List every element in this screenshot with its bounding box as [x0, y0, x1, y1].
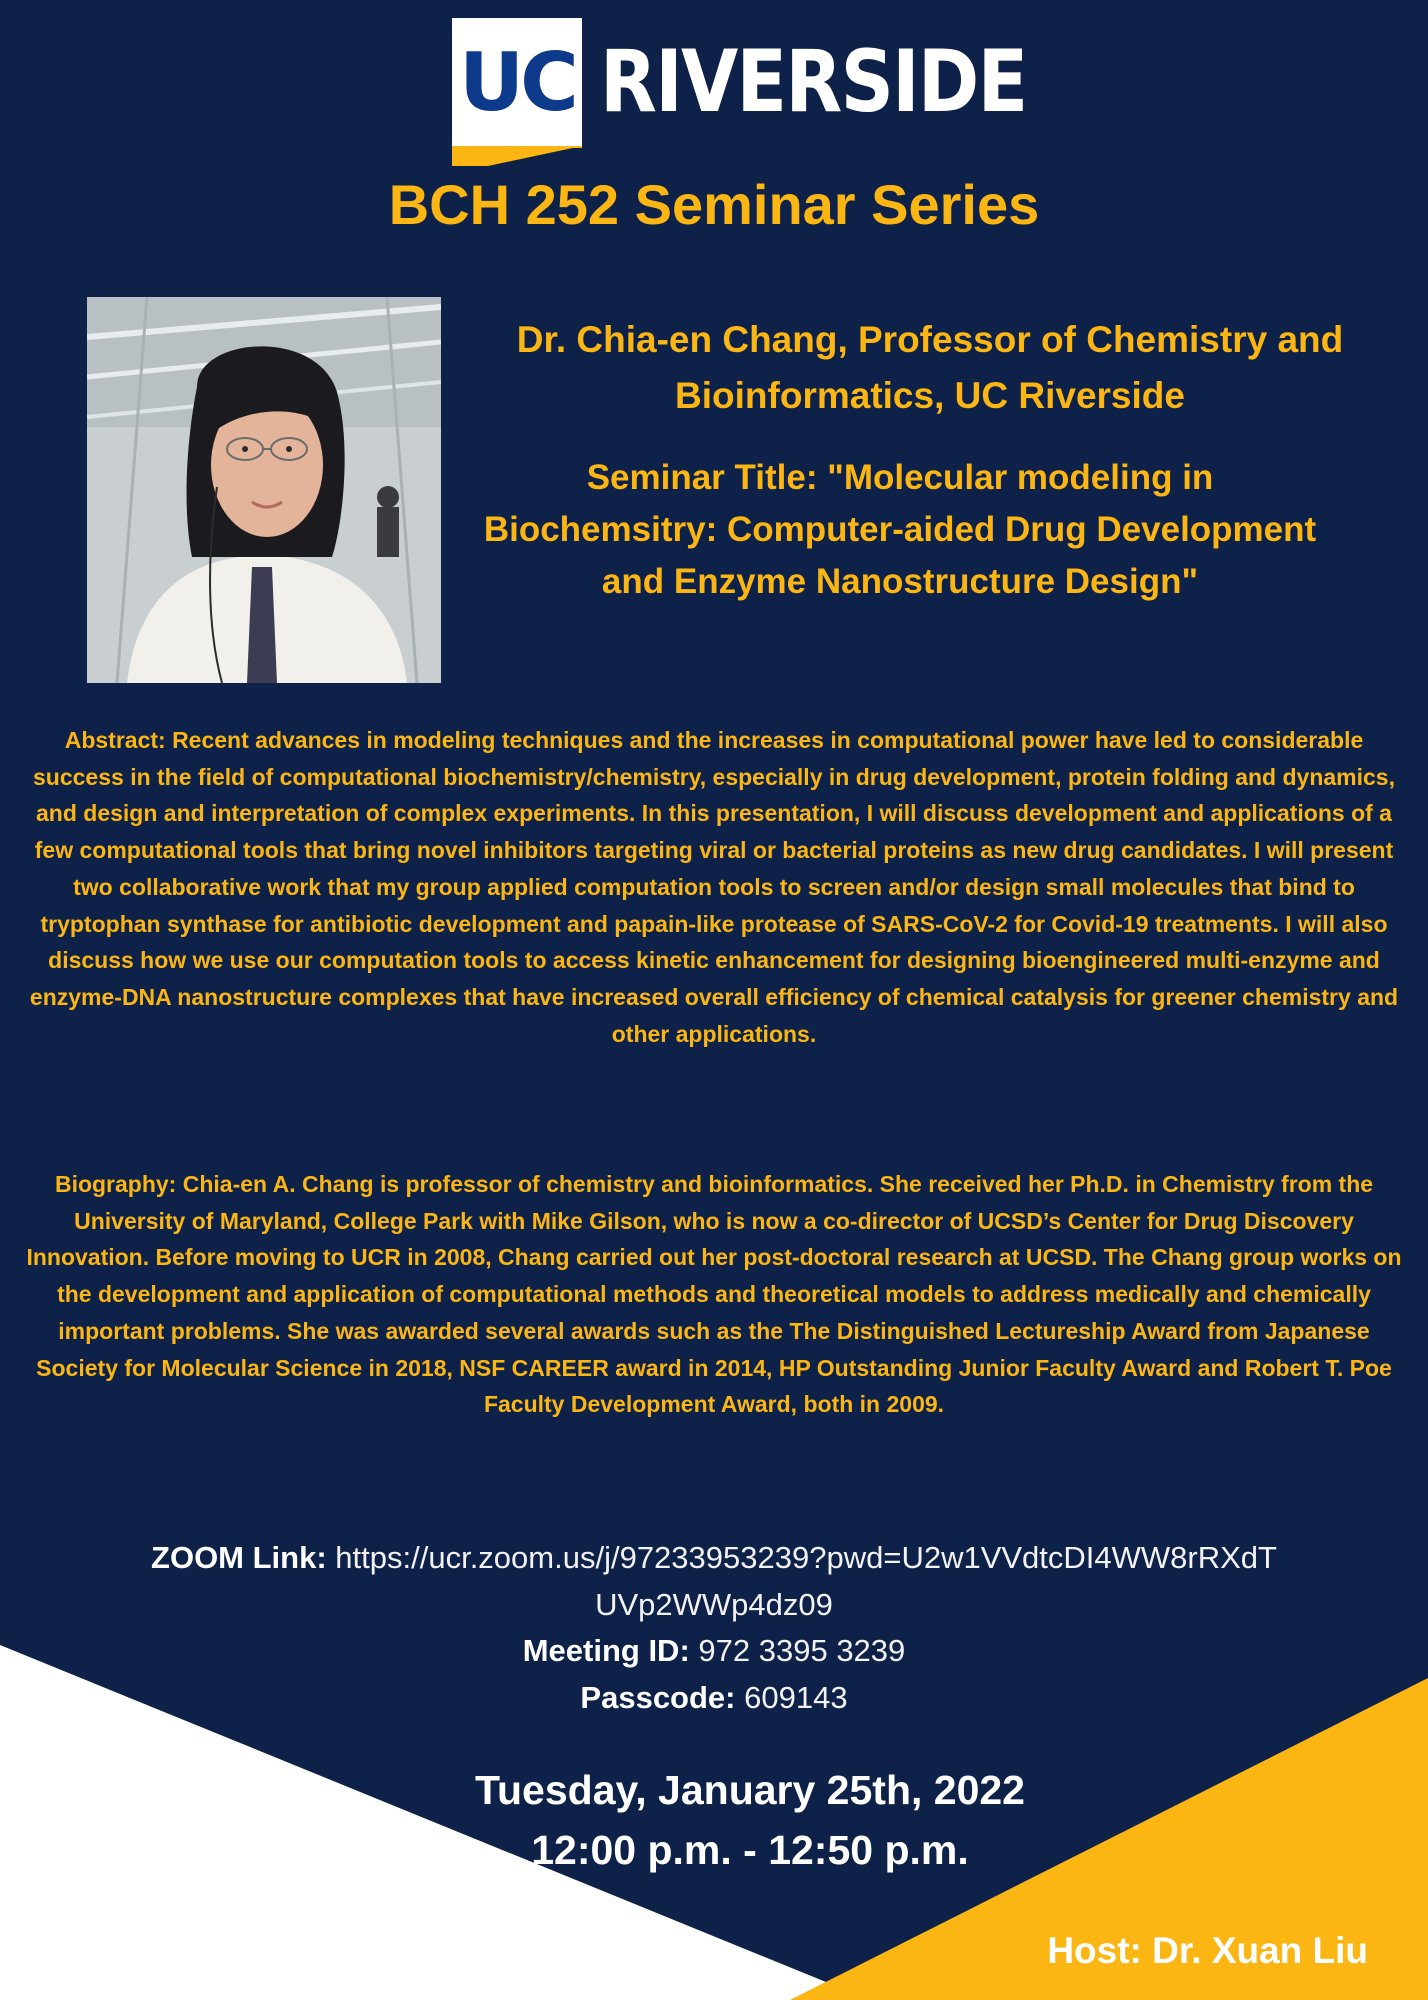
meeting-id-line — [150, 1628, 1278, 1675]
speaker-portrait-image — [87, 297, 441, 683]
host-name: Host: Dr. Xuan Liu — [1047, 1930, 1368, 1971]
seminar-title: Seminar Title: "Molecular modeling in Biochemsitry: Computer-aided Drug Development and Enzyme Nanostructure Design" — [483, 458, 1317, 601]
uc-riverside-logo — [452, 18, 1027, 163]
zoom-link[interactable]: https://ucr.zoom.us/j/97233953239?pwd=U2w1VVdtcDI4WW8rRXdTUVp2WWp4dz09 — [335, 1540, 1277, 1622]
event-datetime — [150, 1760, 1350, 1880]
event-date: Tuesday, January 25th, 2022 — [475, 1767, 1025, 1813]
meeting-id-label: Meeting ID: — [522, 1633, 690, 1668]
biography-text: Biography: Chia-en A. Chang is professor of chemistry and bioinformatics. She received her Ph.D. in Chemistry from the University of Maryland, College Park with Mike Gilson, who is now a co-director of UCSD’s Center for Drug Discovery Innovation. Before moving to UCR in 2008, Chang carried out her post-doctoral research at UCSD. The Chang group works on the development and application of computational methods and theoretical models to address medically and chemically important problems. She was awarded several awards such as the The Distinguished Lectureship Award from Japanese Society for Molecular Science in 2018, NSF CAREER award in 2014, HP Outstanding Junior Faculty Award and Robert T. Poe Faculty Development Award, both in 2009. — [26, 1171, 1402, 1418]
logo-wordmark: RIVERSIDE — [600, 32, 1027, 132]
abstract-text: Abstract: Recent advances in modeling techniques and the increases in computational power have led to considerable success in the field of computational biochemistry/chemistry, especially in drug development, protein folding and dynamics, and design and interpretation of complex experiments. In this presentation, I will discuss development and applications of a few computational tools that bring novel inhibitors targeting viral or bacterial proteins as new drug candidates. I will present two collaborative work that my group applied computation tools to screen and/or design small molecules that bind to tryptophan synthase for antibiotic development and papain-like protease of SARS-CoV-2 for Covid-19 treatments. I will also discuss how we use our computation tools to access kinetic enhancement for designing bioengineered multi-enzyme and enzyme-DNA nanostructure complexes that have increased overall efficiency of chemical catalysis for greener chemistry and other applications. — [29, 727, 1399, 1047]
event-time: 12:00 p.m. - 12:50 p.m. — [531, 1827, 969, 1873]
zoom-link-label: ZOOM Link: — [151, 1540, 327, 1575]
passcode-line — [150, 1675, 1278, 1722]
series-title: BCH 252 Seminar Series — [388, 173, 1040, 236]
passcode-label: Passcode: — [580, 1679, 736, 1715]
meeting-id-value: 972 3395 3239 — [698, 1633, 906, 1668]
passcode-value: 609143 — [744, 1679, 848, 1715]
zoom-link-line — [150, 1535, 1278, 1628]
speaker-name: Dr. Chia-en Chang, Professor of Chemistry and Bioinformatics, UC Riverside — [516, 319, 1344, 416]
speaker-photo — [87, 297, 441, 683]
zoom-info — [150, 1535, 1278, 1721]
logo-monogram: UC — [459, 35, 575, 129]
logo-gold-tab — [452, 146, 582, 166]
